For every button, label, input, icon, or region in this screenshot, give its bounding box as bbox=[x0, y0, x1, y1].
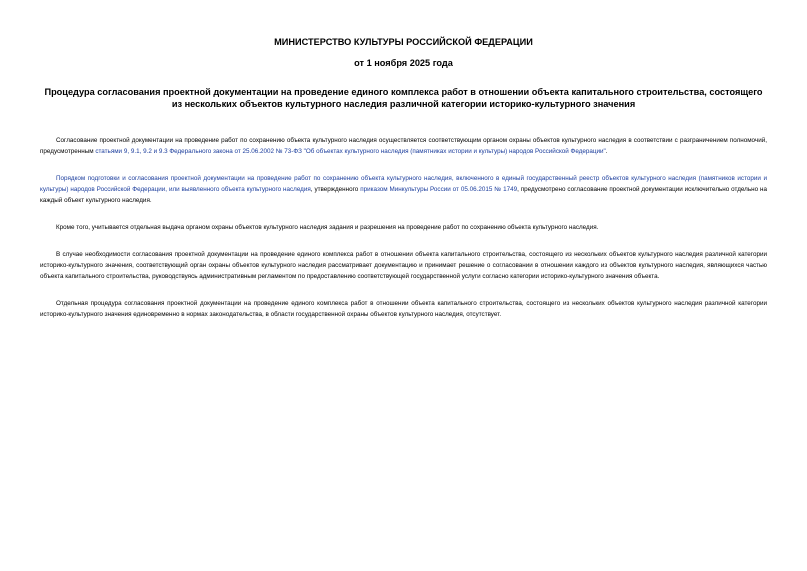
paragraph-1-end: . bbox=[605, 148, 608, 155]
paragraph-1 bbox=[40, 135, 767, 157]
paragraph-2 bbox=[40, 173, 767, 206]
paragraph-4: В случае необходимости согласования проектной документации на проведение единого комплекса работ в отношении объекта капитального строительства, состоящего из нескольких объектов культурного наследия различной категории историко-культурного значения, соответствующий орган охраны объектов культурного наследия рассматривает документацию и принимает решение о согласовании в отношении каждого из объектов культурного наследия, являющихся частью объекта капитального строительства, руководствуясь административным регламентом по предоставлению соответствующей государственной услуги согласно категории историко-культурного значения объекта. bbox=[40, 251, 767, 280]
paragraph-2-end: , предусмотрено согласование проектной документации исключительно отдельно на каждый объект культурного наследия. bbox=[40, 186, 767, 204]
procedure-order-link[interactable]: Порядком подготовки и согласования проектной документации на проведение работ по сохранению объекта культурного наследия, включенного в единый государственный реестр объектов культурного наследия (памятников истории и культуры) народов Российской Федерации, или выявленного объекта культурного наследия bbox=[40, 175, 767, 193]
paragraph-1-text: Согласование проектной документации на проведение работ по сохранению объекта культурного наследия осуществляется соответствующим органом охраны объектов культурного наследия в соответствии с разграничением полномочий, предусмотренным bbox=[40, 137, 767, 155]
paragraph-2-middle: , утвержденного bbox=[310, 186, 361, 193]
ministry-heading: МИНИСТЕРСТВО КУЛЬТУРЫ РОССИЙСКОЙ ФЕДЕРАЦИИ bbox=[274, 37, 533, 47]
ministry-order-link[interactable]: приказом Минкультуры России от 05.06.2015 № 1749 bbox=[360, 186, 518, 193]
document-title: Процедура согласования проектной документации на проведение единого комплекса работ в отношении объекта капитального строительства, состоящего из нескольких объектов культурного наследия различной категории историко-культурного значения bbox=[44, 87, 763, 109]
paragraph-5: Отдельная процедура согласования проектной документации на проведение единого комплекса работ в отношении объекта капитального строительства, состоящего из нескольких объектов культурного наследия различной категории историко-культурного значения единовременно в нормах законодательства, в области государственной охраны объектов культурного наследия, отсутствует. bbox=[40, 300, 767, 318]
law-articles-link[interactable]: статьями 9, 9.1, 9.2 и 9.3 Федерального закона от 25.06.2002 № 73-ФЗ "Об объектах культурного наследия (памятниках истории и культуры) народов Российской Федерации" bbox=[95, 148, 606, 155]
paragraph-3: Кроме того, учитывается отдельная выдача органом охраны объектов культурного наследия задания и разрешения на проведение работ по сохранению объекта культурного наследия. bbox=[56, 224, 599, 231]
document-date: от 1 ноября 2025 года bbox=[354, 58, 453, 68]
document-body bbox=[40, 135, 767, 336]
